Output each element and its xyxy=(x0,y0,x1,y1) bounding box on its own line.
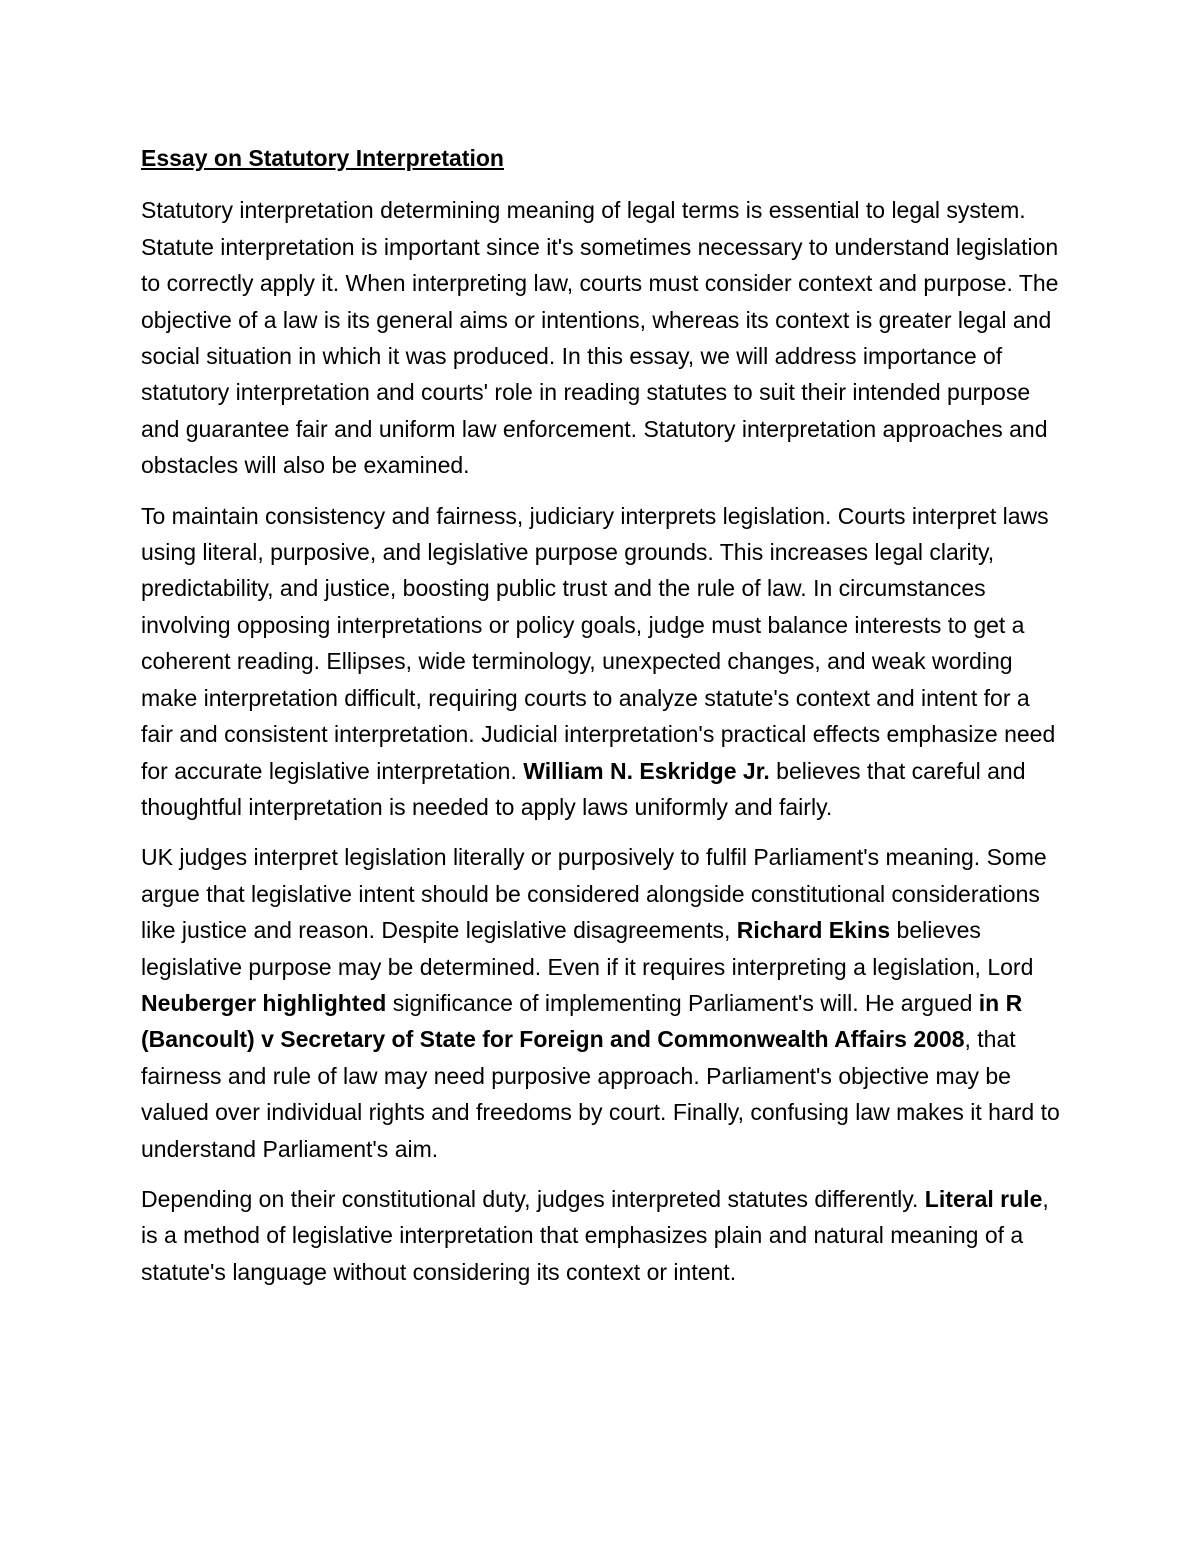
lord-neuberger: Neuberger highlighted xyxy=(141,989,387,1016)
paragraph-uk-text-a: UK judges interpret legislation literally or purposively to fulfil Parliament's meaning. Some argue that legislative intent should be considered alongside constitutional considerations like justice and reason. Despite legislative disagreements, xyxy=(141,844,1047,944)
paragraph-judiciary-text-c: believes that careful and thoughtful interpretation is needed to apply laws uniformly and fairly. xyxy=(141,757,1026,820)
author-ekins: Richard Ekins xyxy=(736,917,891,944)
paragraph-literal-rule xyxy=(141,1181,1066,1290)
paragraph-literal-text-a: Depending on their constitutional duty, judges interpreted statutes differently. xyxy=(141,1185,925,1212)
paragraph-uk-judges xyxy=(141,839,1066,1167)
term-literal-rule: Literal rule xyxy=(924,1185,1043,1212)
paragraph-uk-text-g: , that fairness and rule of law may need purposive approach. Parliament's objective may be valued over individual rights and freedoms by court. Finally, confusing law makes it hard to understand Parliament's aim. xyxy=(141,1026,1060,1162)
document-page xyxy=(141,140,1066,1304)
paragraph-judiciary-role xyxy=(141,498,1066,826)
paragraph-uk-text-e: significance of implementing Parliament's will. He argued xyxy=(386,989,979,1016)
paragraph-introduction-text: Statutory interpretation determining meaning of legal terms is essential to legal system. Statute interpretation is important since it's sometimes necessary to understand legislation to correctly apply it. When interpreting law, courts must consider context and purpose. The objective of a law is its general aims or intentions, whereas its context is greater legal and social situation in which it was produced. In this essay, we will address importance of statutory interpretation and courts' role in reading statutes to suit their intended purpose and guarantee fair and uniform law enforcement. Statutory interpretation approaches and obstacles will also be examined. xyxy=(141,197,1059,479)
essay-title: Essay on Statutory Interpretation xyxy=(141,145,504,171)
paragraph-literal-text-c: , is a method of legislative interpretation that emphasizes plain and natural meaning of a statute's language without considering its context or intent. xyxy=(141,1185,1049,1285)
author-eskridge: William N. Eskridge Jr. xyxy=(523,757,770,784)
paragraph-judiciary-text-a: To maintain consistency and fairness, judiciary interprets legislation. Courts interpret laws using literal, purposive, and legislative purpose grounds. This increases legal clarity, predictability, and justice, boosting public trust and the rule of law. In circumstances involving opposing interpretations or policy goals, judge must balance interests to get a coherent reading. Ellipses, wide terminology, unexpected changes, and weak wording make interpretation difficult, requiring courts to analyze statute's context and intent for a fair and consistent interpretation. Judicial interpretation's practical effects emphasize need for accurate legislative interpretation. xyxy=(141,502,1056,784)
paragraph-introduction xyxy=(141,192,1066,483)
paragraph-uk-text-c: believes legislative purpose may be determined. Even if it requires interpreting a legislation, Lord xyxy=(141,917,1034,980)
case-citation-bancoult: in R (Bancoult) v Secretary of State for Foreign and Commonwealth Affairs 2008 xyxy=(141,989,1023,1053)
